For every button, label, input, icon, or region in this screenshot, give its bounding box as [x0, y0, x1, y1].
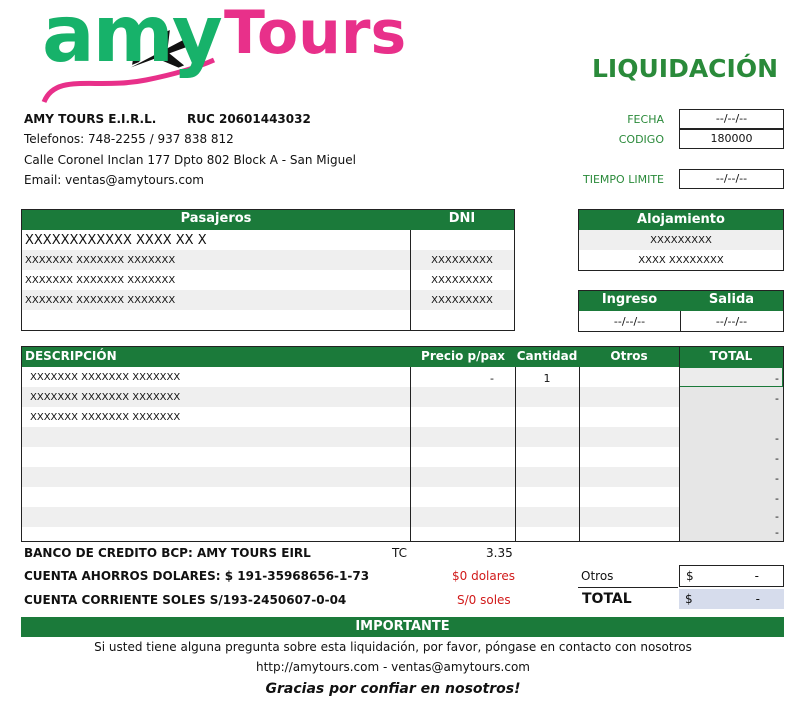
pasajeros-header: Pasajeros	[180, 211, 252, 226]
cuenta-dolares: CUENTA AHORROS DOLARES: $ 191-35968656-1-73	[24, 569, 370, 583]
pasajero-dni: XXXXXXXXX	[431, 255, 493, 266]
alojamiento-box	[578, 209, 784, 271]
salida-value[interactable]: --/--/--	[715, 315, 748, 328]
company-email: Email: ventas@amytours.com	[24, 173, 204, 187]
monto-dolares: $0 dolares	[452, 569, 516, 583]
company-logo	[36, 2, 416, 108]
pasajero-dni: XXXXXXXXX	[431, 295, 493, 306]
importante-header: IMPORTANTE	[21, 617, 784, 637]
importante-line3: Gracias por confiar en nosotros!	[265, 681, 521, 697]
cantidad-value: 1	[543, 372, 551, 385]
tc-value: 3.35	[486, 546, 513, 560]
descripcion-row: XXXXXXX XXXXXXX XXXXXXX	[30, 392, 181, 403]
descripcion-row: XXXXXXX XXXXXXX XXXXXXX	[30, 372, 181, 383]
monto-soles: S/0 soles	[457, 593, 511, 607]
pasajero-row: XXXXXXX XXXXXXX XXXXXXX	[25, 255, 176, 266]
importante-line2: http://amytours.com - ventas@amytours.com	[256, 660, 530, 674]
total-value: -	[775, 526, 779, 539]
total-amount: -	[755, 592, 760, 606]
codigo-label: CODIGO	[618, 133, 664, 146]
descripcion-row: XXXXXXX XXXXXXX XXXXXXX	[30, 412, 181, 423]
company-name: AMY TOURS E.I.R.L.	[24, 112, 157, 126]
ingreso-value[interactable]: --/--/--	[613, 315, 646, 328]
ingreso-salida-box	[578, 290, 784, 332]
pasajeros-table	[21, 209, 515, 331]
tc-label: TC	[392, 546, 408, 560]
descripcion-table	[21, 346, 784, 542]
otros-amount: -	[754, 569, 759, 583]
company-address: Calle Coronel Inclan 177 Dpto 802 Block A - San Miguel	[24, 153, 356, 167]
importante-line1: Si usted tiene alguna pregunta sobre esta liquidación, por favor, póngase en contacto con nosotros	[94, 640, 692, 654]
total-value: -	[775, 510, 779, 523]
codigo-field[interactable]: 180000	[679, 129, 784, 149]
ingreso-header: Ingreso	[601, 292, 658, 307]
fecha-field[interactable]: --/--/--	[679, 109, 784, 129]
pasajero-row: XXXXXXXXXXXX XXXX XX X	[25, 233, 207, 248]
dni-header: DNI	[448, 211, 476, 226]
cuenta-soles: CUENTA CORRIENTE SOLES S/193-2450607-0-04	[24, 593, 347, 607]
total-value: -	[775, 392, 779, 405]
total-label: TOTAL	[582, 591, 632, 607]
otros-total-field[interactable]	[679, 565, 784, 587]
pasajero-row: XXXXXXX XXXXXXX XXXXXXX	[25, 275, 176, 286]
logo-tours: Tours	[224, 0, 407, 68]
otros-label: Otros	[581, 569, 614, 583]
grand-total-field	[679, 589, 784, 609]
otros-currency: $	[686, 569, 694, 583]
fecha-label: FECHA	[627, 113, 664, 126]
cantidad-header: Cantidad	[516, 349, 578, 363]
pasajero-dni: XXXXXXXXX	[431, 275, 493, 286]
descripcion-header: DESCRIPCIÓN	[25, 349, 117, 363]
banco-line: BANCO DE CREDITO BCP: AMY TOURS EIRL	[24, 546, 311, 560]
otros-header: Otros	[610, 349, 648, 363]
pasajero-row: XXXXXXX XXXXXXX XXXXXXX	[25, 295, 176, 306]
tiempo-limite-field[interactable]: --/--/--	[679, 169, 784, 189]
logo-amy: amy	[42, 0, 221, 80]
total-currency: $	[685, 592, 693, 606]
total-value: -	[775, 472, 779, 485]
document-title: LIQUIDACIÓN	[591, 54, 778, 83]
alojamiento-line2: XXXX XXXXXXXX	[638, 255, 724, 266]
precio-header: Precio p/pax	[421, 349, 505, 363]
precio-value: -	[490, 372, 494, 385]
tiempo-limite-label: TIEMPO LIMITE	[583, 173, 664, 186]
total-header: TOTAL	[709, 349, 753, 363]
total-value: -	[775, 452, 779, 465]
total-value: -	[775, 492, 779, 505]
salida-header: Salida	[708, 292, 755, 307]
company-ruc: RUC 20601443032	[187, 112, 311, 126]
total-value: -	[775, 372, 779, 385]
total-value: -	[775, 432, 779, 445]
company-phones: Telefonos: 748-2255 / 937 838 812	[24, 132, 234, 146]
alojamiento-line1: XXXXXXXXX	[650, 235, 712, 246]
alojamiento-header: Alojamiento	[579, 210, 783, 230]
